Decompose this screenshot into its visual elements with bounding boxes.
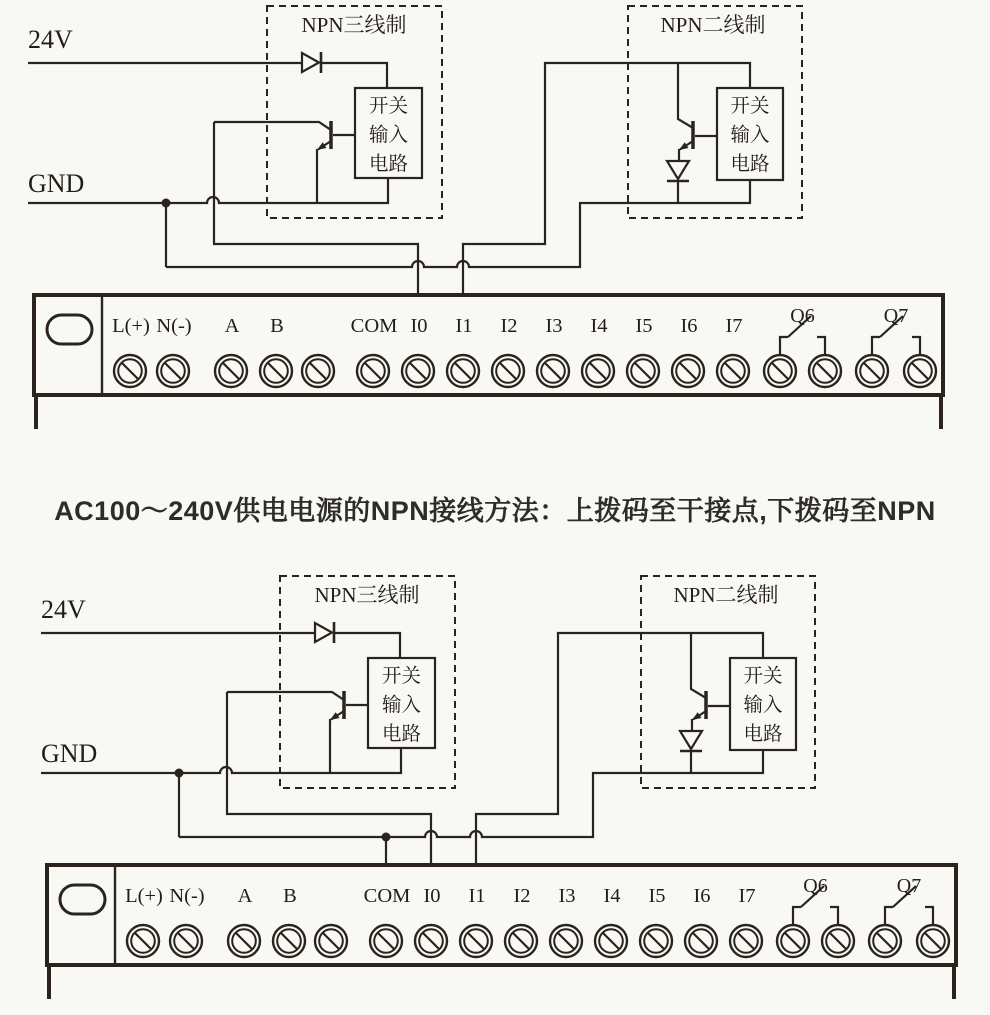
screw-slot xyxy=(772,363,789,380)
screw-terminal-icon xyxy=(273,925,305,957)
screw-terminal-icon xyxy=(315,925,347,957)
mounting-hole-icon xyxy=(47,315,92,344)
screw-slot xyxy=(817,363,834,380)
emitter-arrow-icon xyxy=(317,142,327,150)
screw-slot xyxy=(236,933,253,950)
screw-terminal-icon xyxy=(537,355,569,387)
screw-terminal-icon xyxy=(595,925,627,957)
screw-slot xyxy=(223,363,240,380)
screw-terminal-icon xyxy=(402,355,434,387)
collector-wire xyxy=(227,692,344,700)
screw-terminal-icon xyxy=(717,355,749,387)
switch-input-circuit-text: 开关 xyxy=(730,96,770,117)
switch-input-circuit-text: 输入 xyxy=(730,125,770,146)
screw-terminal-icon xyxy=(672,355,704,387)
mounting-hole-icon xyxy=(60,885,105,914)
screw-terminal-icon xyxy=(505,925,537,957)
screw-terminal-icon xyxy=(582,355,614,387)
screw-slot xyxy=(365,363,382,380)
screw-terminal-icon xyxy=(127,925,159,957)
screw-slot xyxy=(378,933,395,950)
terminal-label: A xyxy=(237,885,253,907)
screw-terminal-icon xyxy=(415,925,447,957)
relay-post xyxy=(817,337,825,354)
screw-slot xyxy=(165,363,182,380)
terminal-label: I6 xyxy=(693,885,711,907)
switch-input-circuit-text: 开关 xyxy=(368,96,409,117)
screw-terminal-icon xyxy=(357,355,389,387)
screw-terminal-icon xyxy=(640,925,672,957)
relay-post xyxy=(872,337,880,354)
signal-wire-i1 xyxy=(463,63,750,296)
terminal-label: I2 xyxy=(513,885,531,907)
relay-label: Q7 xyxy=(896,875,922,897)
screw-slot xyxy=(648,933,665,950)
screw-terminal-icon xyxy=(302,355,334,387)
screw-terminal-icon xyxy=(157,355,189,387)
switch-input-circuit-text: 开关 xyxy=(381,666,422,687)
screw-slot xyxy=(603,933,620,950)
three-wire-sensor-title: NPN三线制 xyxy=(301,13,407,37)
screw-terminal-icon xyxy=(114,355,146,387)
screw-terminal-icon xyxy=(917,925,949,957)
screw-slot xyxy=(135,933,152,950)
screw-terminal-icon xyxy=(260,355,292,387)
ground-rail-label: GND xyxy=(28,169,85,198)
terminal-label: B xyxy=(283,885,297,907)
screw-slot xyxy=(680,363,697,380)
signal-wire-i1 xyxy=(476,633,763,866)
terminal-label: I6 xyxy=(680,315,698,337)
screw-slot xyxy=(468,933,485,950)
screw-slot xyxy=(864,363,881,380)
screw-terminal-icon xyxy=(215,355,247,387)
screw-slot xyxy=(725,363,742,380)
screw-terminal-icon xyxy=(170,925,202,957)
screw-terminal-icon xyxy=(764,355,796,387)
relay-label: Q6 xyxy=(790,305,815,327)
terminal-label: I1 xyxy=(455,315,473,337)
relay-post xyxy=(885,907,893,924)
switch-input-circuit-text: 开关 xyxy=(743,666,783,687)
relay-post xyxy=(925,907,933,924)
screw-terminal-icon xyxy=(777,925,809,957)
screw-slot xyxy=(323,933,340,950)
screw-slot xyxy=(635,363,652,380)
screw-terminal-icon xyxy=(370,925,402,957)
two-wire-sensor-title: NPN二线制 xyxy=(660,13,766,37)
switch-input-circuit-text: 电路 xyxy=(730,154,770,175)
collector-wire xyxy=(214,122,331,130)
screw-terminal-icon xyxy=(685,925,717,957)
relay-post xyxy=(793,907,801,924)
screw-slot xyxy=(500,363,517,380)
terminal-label: L(+) xyxy=(125,885,163,907)
switch-input-circuit-text: 输入 xyxy=(368,125,409,146)
diode-icon xyxy=(315,623,332,642)
terminal-label: L(+) xyxy=(112,315,150,337)
power-rail-label: 24V xyxy=(41,595,86,624)
screw-slot xyxy=(558,933,575,950)
switch-input-circuit-text: 电路 xyxy=(381,724,422,745)
terminal-label: N(-) xyxy=(156,315,192,337)
screw-slot xyxy=(310,363,327,380)
section-heading: AC100～240V供电电源的NPN接线方法：上拨码至干接点,下拨码至NPN xyxy=(54,496,936,526)
screw-slot xyxy=(513,933,530,950)
screw-terminal-icon xyxy=(822,925,854,957)
screw-terminal-icon xyxy=(228,925,260,957)
terminal-label: I0 xyxy=(410,315,428,337)
screw-slot xyxy=(877,933,894,950)
emitter-arrow-icon xyxy=(679,142,689,150)
terminal-label: I1 xyxy=(468,885,486,907)
relay-post xyxy=(830,907,838,924)
terminal-label: I3 xyxy=(545,315,563,337)
screw-terminal-icon xyxy=(730,925,762,957)
terminal-label: COM xyxy=(350,315,398,337)
collector-wire xyxy=(691,633,706,698)
diode-icon xyxy=(680,731,702,749)
screw-slot xyxy=(281,933,298,950)
power-rail-wire xyxy=(334,633,400,658)
ground-branch-wire xyxy=(166,180,750,267)
terminal-label: I5 xyxy=(648,885,666,907)
screw-slot xyxy=(590,363,607,380)
screw-slot xyxy=(830,933,847,950)
collector-wire xyxy=(678,63,693,128)
screw-terminal-icon xyxy=(904,355,936,387)
terminal-label: I4 xyxy=(603,885,621,907)
screw-slot xyxy=(785,933,802,950)
terminal-label: I7 xyxy=(738,885,756,907)
wiring-diagram-bottom xyxy=(41,576,956,999)
screw-terminal-icon xyxy=(492,355,524,387)
screw-terminal-icon xyxy=(856,355,888,387)
diode-icon xyxy=(667,161,689,179)
terminal-label: I3 xyxy=(558,885,576,907)
screw-slot xyxy=(122,363,139,380)
screw-slot xyxy=(423,933,440,950)
terminal-label: N(-) xyxy=(169,885,205,907)
terminal-label: I5 xyxy=(635,315,653,337)
power-rail-label: 24V xyxy=(28,25,73,54)
relay-label: Q7 xyxy=(883,305,909,327)
screw-slot xyxy=(738,933,755,950)
terminal-label: I4 xyxy=(590,315,608,337)
emitter-arrow-icon xyxy=(330,712,340,720)
screw-slot xyxy=(693,933,710,950)
relay-post xyxy=(912,337,920,354)
ground-branch-wire xyxy=(179,750,763,837)
screw-slot xyxy=(455,363,472,380)
relay-label: Q6 xyxy=(803,875,828,897)
terminal-label: B xyxy=(270,315,284,337)
wiring-diagram-top xyxy=(28,6,943,429)
screw-slot xyxy=(925,933,942,950)
switch-input-circuit-text: 电路 xyxy=(743,724,783,745)
screw-slot xyxy=(178,933,195,950)
terminal-label: I7 xyxy=(725,315,743,337)
switch-input-circuit-text: 电路 xyxy=(368,154,409,175)
screw-terminal-icon xyxy=(627,355,659,387)
terminal-label: COM xyxy=(363,885,411,907)
ground-rail-label: GND xyxy=(41,739,98,768)
two-wire-sensor-title: NPN二线制 xyxy=(673,583,779,607)
terminal-label: I0 xyxy=(423,885,441,907)
screw-slot xyxy=(912,363,929,380)
three-wire-sensor-title: NPN三线制 xyxy=(314,583,420,607)
screw-terminal-icon xyxy=(550,925,582,957)
terminal-label: I2 xyxy=(500,315,518,337)
diode-icon xyxy=(302,53,319,72)
screw-slot xyxy=(268,363,285,380)
switch-input-circuit-text: 输入 xyxy=(381,695,422,716)
power-rail-wire xyxy=(321,63,387,88)
switch-input-circuit-text: 输入 xyxy=(743,695,783,716)
screw-terminal-icon xyxy=(809,355,841,387)
emitter-arrow-icon xyxy=(692,712,702,720)
screw-slot xyxy=(410,363,427,380)
screw-terminal-icon xyxy=(460,925,492,957)
terminal-label: A xyxy=(224,315,240,337)
screw-terminal-icon xyxy=(447,355,479,387)
screw-terminal-icon xyxy=(869,925,901,957)
relay-post xyxy=(780,337,788,354)
screw-slot xyxy=(545,363,562,380)
